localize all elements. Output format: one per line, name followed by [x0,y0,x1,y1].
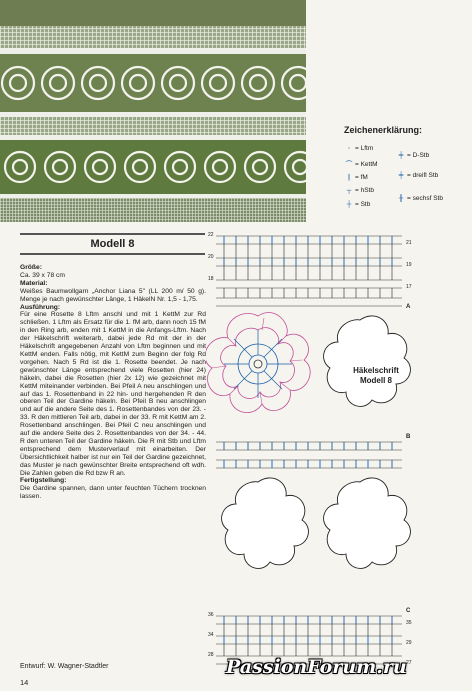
finishing-heading: Fertigstellung: [20,477,67,485]
treble-crochet-icon: ╪ [398,152,404,159]
curtain-photo [0,0,306,222]
legend-item-fm [344,173,368,181]
legend-item-lftm [344,145,373,152]
row-number: 17 [406,284,412,290]
size-heading: Größe: [20,264,42,271]
row-number: 36 [208,612,214,618]
curtain-photo-graphic [0,0,306,222]
legend-label: = KettM [355,161,378,168]
row-number: 29 [406,640,412,646]
crochet-chart [206,228,420,686]
symbol-legend [344,125,468,221]
row-number: 22 [208,232,214,238]
single-crochet-icon: ∣ [347,174,351,181]
double-crochet-icon: ┼ [346,201,352,208]
legend-item-kettm [344,159,378,168]
instructions-heading: Ausführung: [20,303,61,311]
design-credit: Entwurf: W. Wagner-Stadtler [20,663,109,670]
row-number: 34 [208,632,214,638]
material-text: Weißes Baumwollgarn „Anchor Liana 5" (LL 200 m/ 50 g). Menge je nach gewünschter Länge, 1 HäkelN Nr. 1,5 - 1,75. [20,287,206,303]
chart-label [338,366,414,386]
legend-item-hstb [344,187,374,194]
legend-item-stb [344,201,370,208]
instructions-text: Für eine Rosette 8 Lftm anschl und mit 1 KettM zur Rd schließen. 1 Lftm als Ersatz für die 1. fM arb, dann noch 15 fM in den Ring arb, enden mit 1 KettM in die Anfangs-Lftm. Nach der Häkelschrift weiterarb, dabei jede Rd mit der in der Häkelschrift angegebenen Anzahl von Lftm beginnen und mit KettM enden. Falls nötig, mit KettM zum Beginn der folg Rd vorgehen. Nach 5 Rd ist die 1. Rosette beendet. Je nach gewünschter Länge entsprechend viele Rosetten (hier 24) häkeln, dabei die Rosetten (hier 2x 12) wie gezeichnet mit KettM miteinander verbinden. Bei Pfeil A neu anschlingen und auf das 1. Rosettenband in 22 hin- und hergehenden R den oberen Teil der Gardine häkeln. Bei Pfeil B neu anschlingen und auf die andere Seite des 1. Rosettenbandes von der 23. - 33. R den mittleren Teil arb, dabei in der 33. R mit KettM am 2. Rosettenband anschlingen. Bei Pfeil C neu anschlingen und auf die andere Seite des 2. Rosettenbandes von der 34. - 44. R den unteren Teil der Gardine häkeln. Die R mit Stb und Lftm entsprechend dem Musterverlauf mit einarbeiten. Der Übersichtlichkeit halber ist nur ein Teil der Gardine gezeichnet, das Muster je nach gewünschter Breite entsprechend oft wdh. Die Zahlen geben die Rd bzw R an. [20,311,206,477]
legend-label: = dreifl Stb [407,172,439,179]
instructions-column [20,264,206,501]
legend-label: = Stb [355,201,371,208]
legend-item-dstb [396,152,429,159]
arrow-marker-a: A [406,304,411,310]
crochet-chart-graphic [206,228,420,686]
material-heading: Material: [20,279,48,287]
legend-label: = sechsf Stb [407,195,443,202]
half-double-crochet-icon: ┬ [346,187,352,194]
model-title: Modell 8 [20,233,205,255]
legend-label: = hStb [355,187,374,194]
row-number: 35 [406,620,412,626]
arrow-marker-c: C [406,608,411,614]
row-number: 20 [208,254,214,260]
legend-label: = D-Stb [407,152,430,159]
page-number: 14 [20,678,29,687]
size-text: Ca. 39 x 78 cm [20,271,65,279]
legend-title: Zeichenerklärung: [344,125,423,135]
slip-stitch-icon: ⌒ [345,161,353,168]
chart-label-line-2: Modell 8 [359,376,392,385]
legend-item-sechsf-stb [396,195,443,202]
triple-treble-icon: ╪ [398,172,404,179]
chain-stitch-icon: ◦ [347,145,351,152]
site-watermark: PassionForum.ru [226,656,407,678]
legend-label: = fM [355,174,368,181]
row-number: 28 [208,652,214,658]
arrow-marker-b: B [406,434,411,440]
row-number: 18 [208,276,214,282]
sextuple-treble-icon: ╫ [398,195,404,202]
row-number: 19 [406,262,412,268]
legend-item-dreifl-stb [396,172,438,179]
row-number: 21 [406,240,412,246]
finishing-text: Die Gardine spannen, dann unter feuchten Tüchern trocknen lassen. [20,485,206,501]
legend-label: = Lftm [355,145,374,152]
chart-label-line-1: Häkelschrift [353,366,399,375]
row-number: 27 [406,660,412,666]
